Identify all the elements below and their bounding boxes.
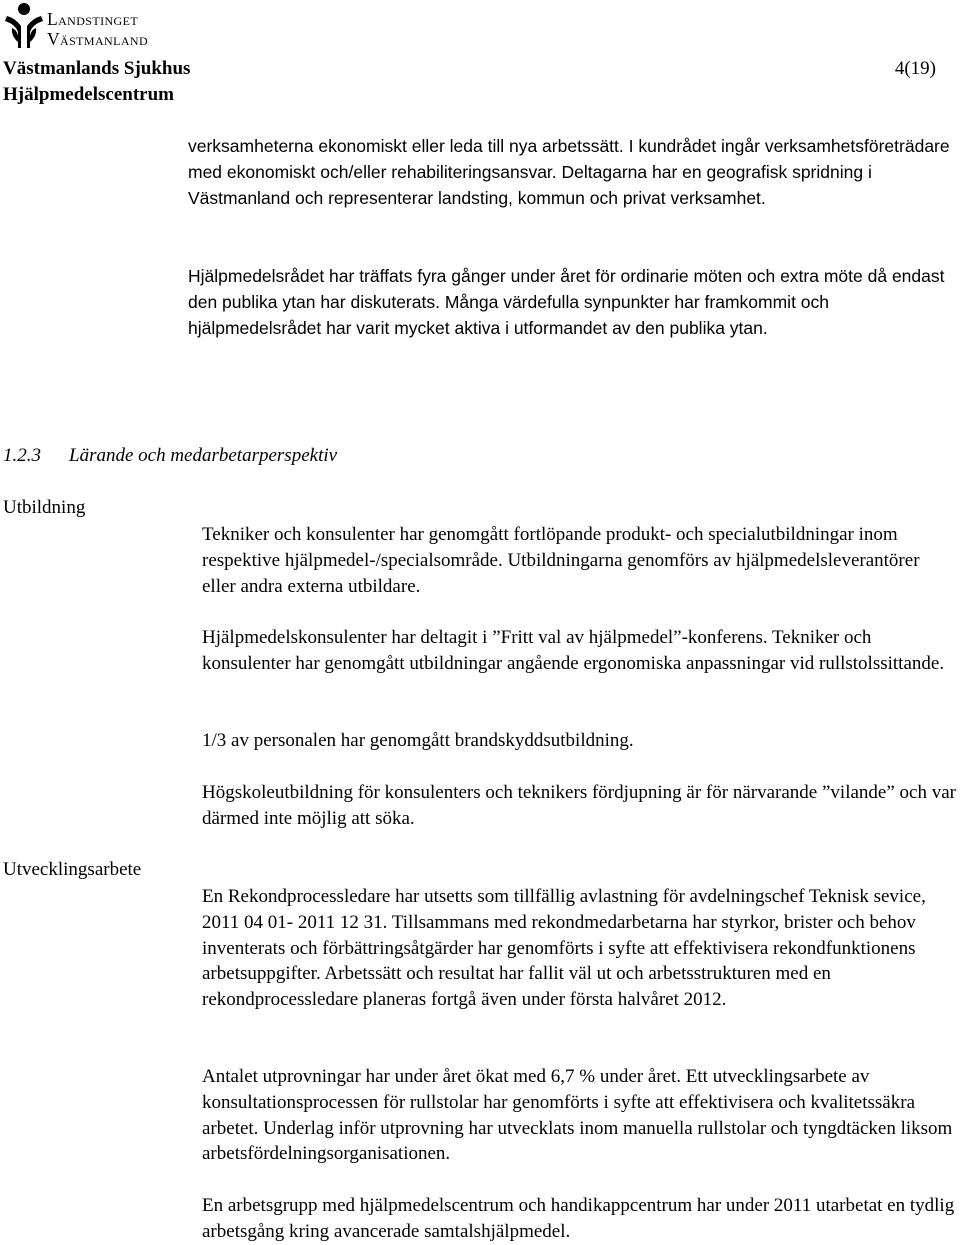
- utveckling-paragraph-2: Antalet utprovningar har under året ökat med 6,7 % under året. Ett utvecklingsarbete av konsultationsprocessen för rullstolar har genomförts i syfte att effektivisera och kvalitetssäkra arbetet. Underlag inför utprovning har utvecklats inom manuella rullstolar och tyngdtäcken liksom arbetsfördelningsorganisationen.: [202, 1066, 953, 1165]
- utbildning-paragraph-3: 1/3 av personalen har genomgått brandskyddsutbildning.: [202, 730, 634, 751]
- section-heading: [3, 444, 337, 468]
- header-organization: Västmanlands Sjukhus: [3, 58, 191, 79]
- logo-text-line2: Västmanland: [47, 29, 149, 49]
- page-number: 4(19): [894, 58, 936, 79]
- landstinget-logo: [3, 2, 173, 52]
- intro-paragraph-2: Hjälpmedelsrådet har träffats fyra gånger under året för ordinarie möten och extra möte då endast den publika ytan har diskuterats. Många värdefulla synpunkter har framkommit och hjälpmedelsrådet har varit mycket aktiva i utformandet av den publika ytan.: [188, 266, 945, 338]
- utbildning-paragraph-1: Tekniker och konsulenter har genomgått fortlöpande produkt- och specialutbildningar inom respektive hjälpmedel-/specialsområde. Utbildningarna genomförs av hjälpmedelsleverantörer eller andra externa utbildare.: [202, 524, 920, 597]
- utbildning-label: Utbildning: [3, 497, 86, 518]
- person-emblem-icon: [3, 2, 45, 50]
- logo-text-line1: Landstinget: [47, 9, 139, 29]
- utveckling-paragraph-1: En Rekondprocessledare har utsetts som tillfällig avlastning för avdelningschef Teknisk sevice, 2011 04 01- 2011 12 31. Tillsammans med rekondmedarbetarna har styrkor, brister och behov inventerats och förbättringsåtgärder har genomförts i syfte att effektivisera rekondfunktionens arbetsuppgifter. Arbetssätt och resultat har fallit väl ut och arbetsstrukturen med en rekondprocessledare planeras fortgå även under första halvåret 2012.: [202, 886, 926, 1011]
- intro-paragraph-1: verksamheterna ekonomiskt eller leda till nya arbetssätt. I kundrådet ingår verksamhetsföreträdare med ekonomiskt och/eller rehabiliteringsansvar. Deltagarna har en geografisk spridning i Västmanland och representerar landsting, kommun och privat verksamhet.: [188, 136, 950, 208]
- utbildning-paragraph-2: Hjälpmedelskonsulenter har deltagit i ”Fritt val av hjälpmedel”-konferens. Tekniker och konsulenter har genomgått utbildningar angående ergonomiska anpassningar vid rullstolssittande.: [202, 627, 945, 674]
- utbildning-paragraph-4: Högskoleutbildning för konsulenters och teknikers fördjupning är för närvarande ”vilande” och var därmed inte möjlig att söka.: [202, 782, 956, 829]
- section-number: 1.2.3: [3, 445, 41, 466]
- header-unit: Hjälpmedelscentrum: [3, 84, 174, 105]
- utveckling-paragraph-3: En arbetsgrupp med hjälpmedelscentrum och handikappcentrum har under 2011 utarbetat en tydlig arbetsgång kring avancerade samtalshjälpmedel.: [202, 1195, 955, 1242]
- utvecklingsarbete-label: Utvecklingsarbete: [3, 859, 142, 880]
- section-title: Lärande och medarbetarperspektiv: [69, 445, 338, 466]
